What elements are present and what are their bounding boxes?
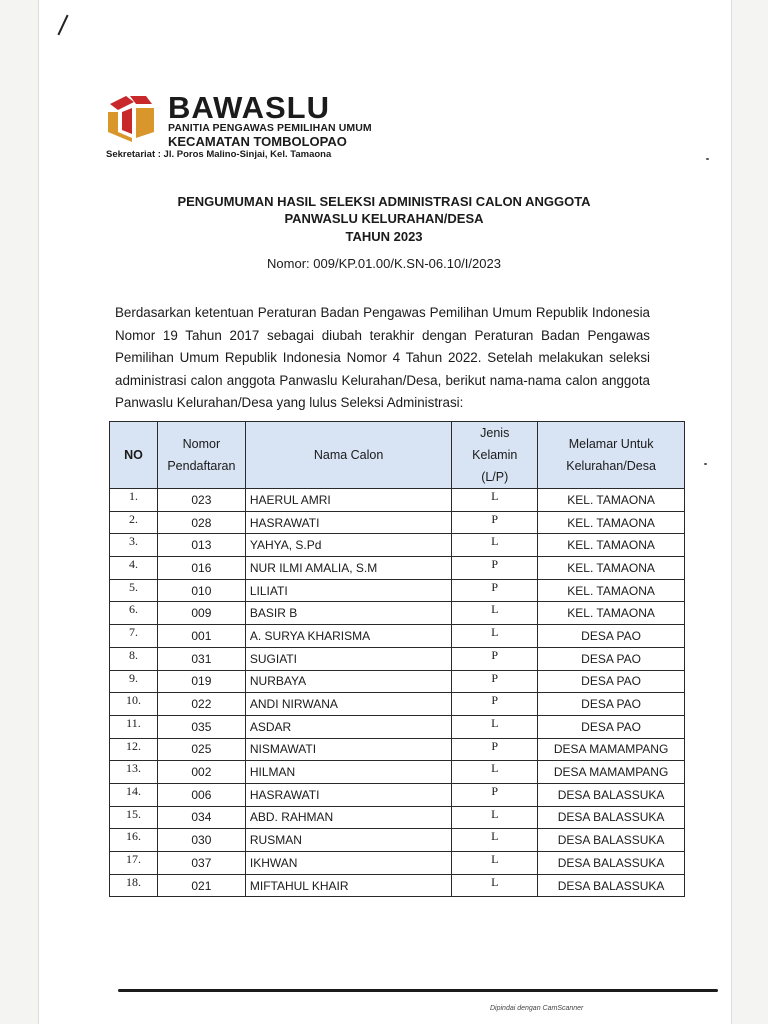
cell-nomor: 010 xyxy=(157,579,245,602)
cell-nama: RUSMAN xyxy=(245,829,451,852)
table-row xyxy=(110,738,685,761)
header-desa-line2: Kelurahan/Desa xyxy=(566,459,656,473)
cell-nomor: 002 xyxy=(157,761,245,784)
table-row xyxy=(110,761,685,784)
cell-jenis-kelamin: L xyxy=(452,874,538,897)
table-row xyxy=(110,852,685,875)
body-paragraph: Berdasarkan ketentuan Peraturan Badan Pengawas Pemilihan Umum Republik Indonesia Nomor 19 Tahun 2017 sebagai diubah terakhir dengan Peraturan Badan Pengawas Pemilihan Umum Republik Indonesia Nomor 4 Tahun 2022. Setelah melakukan seleksi administrasi calon anggota Panwaslu Kelurahan/Desa, berikut nama-nama calon anggota Panwaslu Kelurahan/Desa yang lulus Seleksi Administrasi: xyxy=(115,305,650,410)
cell-nomor: 016 xyxy=(157,557,245,580)
cell-nama: MIFTAHUL KHAIR xyxy=(245,874,451,897)
cell-jenis-kelamin: L xyxy=(452,829,538,852)
header-nomor xyxy=(157,422,245,489)
cell-nomor: 030 xyxy=(157,829,245,852)
cell-jenis-kelamin: P xyxy=(452,511,538,534)
table-row xyxy=(110,715,685,738)
cell-nama: ANDI NIRWANA xyxy=(245,693,451,716)
table-row xyxy=(110,534,685,557)
cell-desa: DESA BALASSUKA xyxy=(538,783,685,806)
cell-no: 6. xyxy=(110,602,158,625)
footer-rule xyxy=(118,989,718,992)
table-row xyxy=(110,647,685,670)
table-row xyxy=(110,829,685,852)
header-desa-line1: Melamar Untuk xyxy=(568,437,654,451)
brand-district: KECAMATAN TOMBOLOPAO xyxy=(168,134,347,149)
document-number: Nomor: 009/KP.01.00/K.SN-06.10/I/2023 xyxy=(267,256,501,271)
cell-no: 16. xyxy=(110,829,158,852)
cell-jenis-kelamin: L xyxy=(452,625,538,648)
table-row xyxy=(110,783,685,806)
cell-desa: KEL. TAMAONA xyxy=(538,557,685,580)
cell-nomor: 013 xyxy=(157,534,245,557)
cell-no: 8. xyxy=(110,647,158,670)
cell-no: 3. xyxy=(110,534,158,557)
cell-nomor: 023 xyxy=(157,489,245,512)
cell-nama: NUR ILMI AMALIA, S.M xyxy=(245,557,451,580)
cell-desa: DESA PAO xyxy=(538,670,685,693)
cell-no: 5. xyxy=(110,579,158,602)
secretariat-address: Sekretariat : Jl. Poros Malino-Sinjai, Kel. Tamaona xyxy=(106,149,332,160)
cell-desa: DESA PAO xyxy=(538,625,685,648)
cell-no: 9. xyxy=(110,670,158,693)
header-no: NO xyxy=(110,422,158,489)
cell-jenis-kelamin: L xyxy=(452,602,538,625)
cell-nama: SUGIATI xyxy=(245,647,451,670)
document-title-line2: PANWASLU KELURAHAN/DESA xyxy=(284,211,484,226)
header-jenis-kelamin xyxy=(452,422,538,489)
cell-jenis-kelamin: P xyxy=(452,783,538,806)
cell-jenis-kelamin: L xyxy=(452,715,538,738)
cell-jenis-kelamin: P xyxy=(452,557,538,580)
cell-desa: KEL. TAMAONA xyxy=(538,579,685,602)
cell-no: 2. xyxy=(110,511,158,534)
cell-no: 4. xyxy=(110,557,158,580)
header-desa xyxy=(538,422,685,489)
cell-nomor: 031 xyxy=(157,647,245,670)
table-row xyxy=(110,602,685,625)
brand-subtitle: PANITIA PENGAWAS PEMILIHAN UMUM xyxy=(168,122,372,134)
table-row xyxy=(110,625,685,648)
table-row xyxy=(110,579,685,602)
cell-nomor: 035 xyxy=(157,715,245,738)
cell-nomor: 021 xyxy=(157,874,245,897)
cell-nama: IKHWAN xyxy=(245,852,451,875)
cell-nama: YAHYA, S.Pd xyxy=(245,534,451,557)
cell-nama: NURBAYA xyxy=(245,670,451,693)
cell-desa: KEL. TAMAONA xyxy=(538,534,685,557)
header-jk-line3: (L/P) xyxy=(481,470,509,484)
cell-no: 13. xyxy=(110,761,158,784)
cell-desa: DESA PAO xyxy=(538,693,685,716)
cell-jenis-kelamin: P xyxy=(452,579,538,602)
table-header-row xyxy=(110,422,685,489)
cell-no: 17. xyxy=(110,852,158,875)
cell-jenis-kelamin: P xyxy=(452,670,538,693)
cell-desa: KEL. TAMAONA xyxy=(538,489,685,512)
cell-nomor: 019 xyxy=(157,670,245,693)
cell-nomor: 006 xyxy=(157,783,245,806)
cell-no: 1. xyxy=(110,489,158,512)
cell-nama: A. SURYA KHARISMA xyxy=(245,625,451,648)
cell-desa: KEL. TAMAONA xyxy=(538,511,685,534)
cell-nomor: 001 xyxy=(157,625,245,648)
cell-jenis-kelamin: L xyxy=(452,761,538,784)
cell-nama: ASDAR xyxy=(245,715,451,738)
header-jk-line2: Kelamin xyxy=(472,448,518,462)
table-row xyxy=(110,557,685,580)
header-nama: Nama Calon xyxy=(245,422,451,489)
document-title-line1: PENGUMUMAN HASIL SELEKSI ADMINISTRASI CALON ANGGOTA xyxy=(177,194,591,209)
cell-nomor: 034 xyxy=(157,806,245,829)
cell-nama: NISMAWATI xyxy=(245,738,451,761)
cell-nomor: 022 xyxy=(157,693,245,716)
cell-jenis-kelamin: L xyxy=(452,806,538,829)
cell-nama: HASRAWATI xyxy=(245,783,451,806)
cell-nama: HASRAWATI xyxy=(245,511,451,534)
table-row xyxy=(110,489,685,512)
cell-no: 18. xyxy=(110,874,158,897)
cell-desa: DESA BALASSUKA xyxy=(538,874,685,897)
candidate-table xyxy=(109,421,685,897)
cell-desa: DESA PAO xyxy=(538,715,685,738)
cell-jenis-kelamin: L xyxy=(452,534,538,557)
cell-no: 11. xyxy=(110,715,158,738)
table-row xyxy=(110,670,685,693)
cell-nomor: 028 xyxy=(157,511,245,534)
cell-jenis-kelamin: P xyxy=(452,693,538,716)
cell-desa: DESA MAMAMPANG xyxy=(538,738,685,761)
cell-jenis-kelamin: L xyxy=(452,489,538,512)
cell-nama: ABD. RAHMAN xyxy=(245,806,451,829)
cell-no: 7. xyxy=(110,625,158,648)
bawaslu-emblem-icon xyxy=(106,92,162,142)
table-body xyxy=(110,489,685,897)
cell-jenis-kelamin: P xyxy=(452,647,538,670)
cell-nomor: 009 xyxy=(157,602,245,625)
table-row xyxy=(110,511,685,534)
cell-desa: KEL. TAMAONA xyxy=(538,602,685,625)
header-nomor-line2: Pendaftaran xyxy=(167,459,236,473)
cell-nomor: 037 xyxy=(157,852,245,875)
cell-jenis-kelamin: P xyxy=(452,738,538,761)
header-nomor-line1: Nomor xyxy=(182,437,221,451)
scanner-watermark: Dipindai dengan CamScanner xyxy=(490,1005,584,1012)
document-title-line3: TAHUN 2023 xyxy=(345,229,423,244)
header-jk-line1: Jenis xyxy=(480,426,510,440)
cell-no: 15. xyxy=(110,806,158,829)
cell-no: 12. xyxy=(110,738,158,761)
table-row xyxy=(110,806,685,829)
cell-nomor: 025 xyxy=(157,738,245,761)
cell-no: 14. xyxy=(110,783,158,806)
table-row xyxy=(110,874,685,897)
cell-desa: DESA BALASSUKA xyxy=(538,852,685,875)
cell-desa: DESA BALASSUKA xyxy=(538,829,685,852)
table-row xyxy=(110,693,685,716)
cell-no: 10. xyxy=(110,693,158,716)
speck xyxy=(706,158,709,160)
cell-nama: HILMAN xyxy=(245,761,451,784)
cell-desa: DESA PAO xyxy=(538,647,685,670)
speck xyxy=(704,463,707,465)
cell-nama: LILIATI xyxy=(245,579,451,602)
cell-desa: DESA MAMAMPANG xyxy=(538,761,685,784)
cell-desa: DESA BALASSUKA xyxy=(538,806,685,829)
cell-nama: BASIR B xyxy=(245,602,451,625)
cell-nama: HAERUL AMRI xyxy=(245,489,451,512)
cell-jenis-kelamin: L xyxy=(452,852,538,875)
brand-name: BAWASLU xyxy=(168,90,330,125)
